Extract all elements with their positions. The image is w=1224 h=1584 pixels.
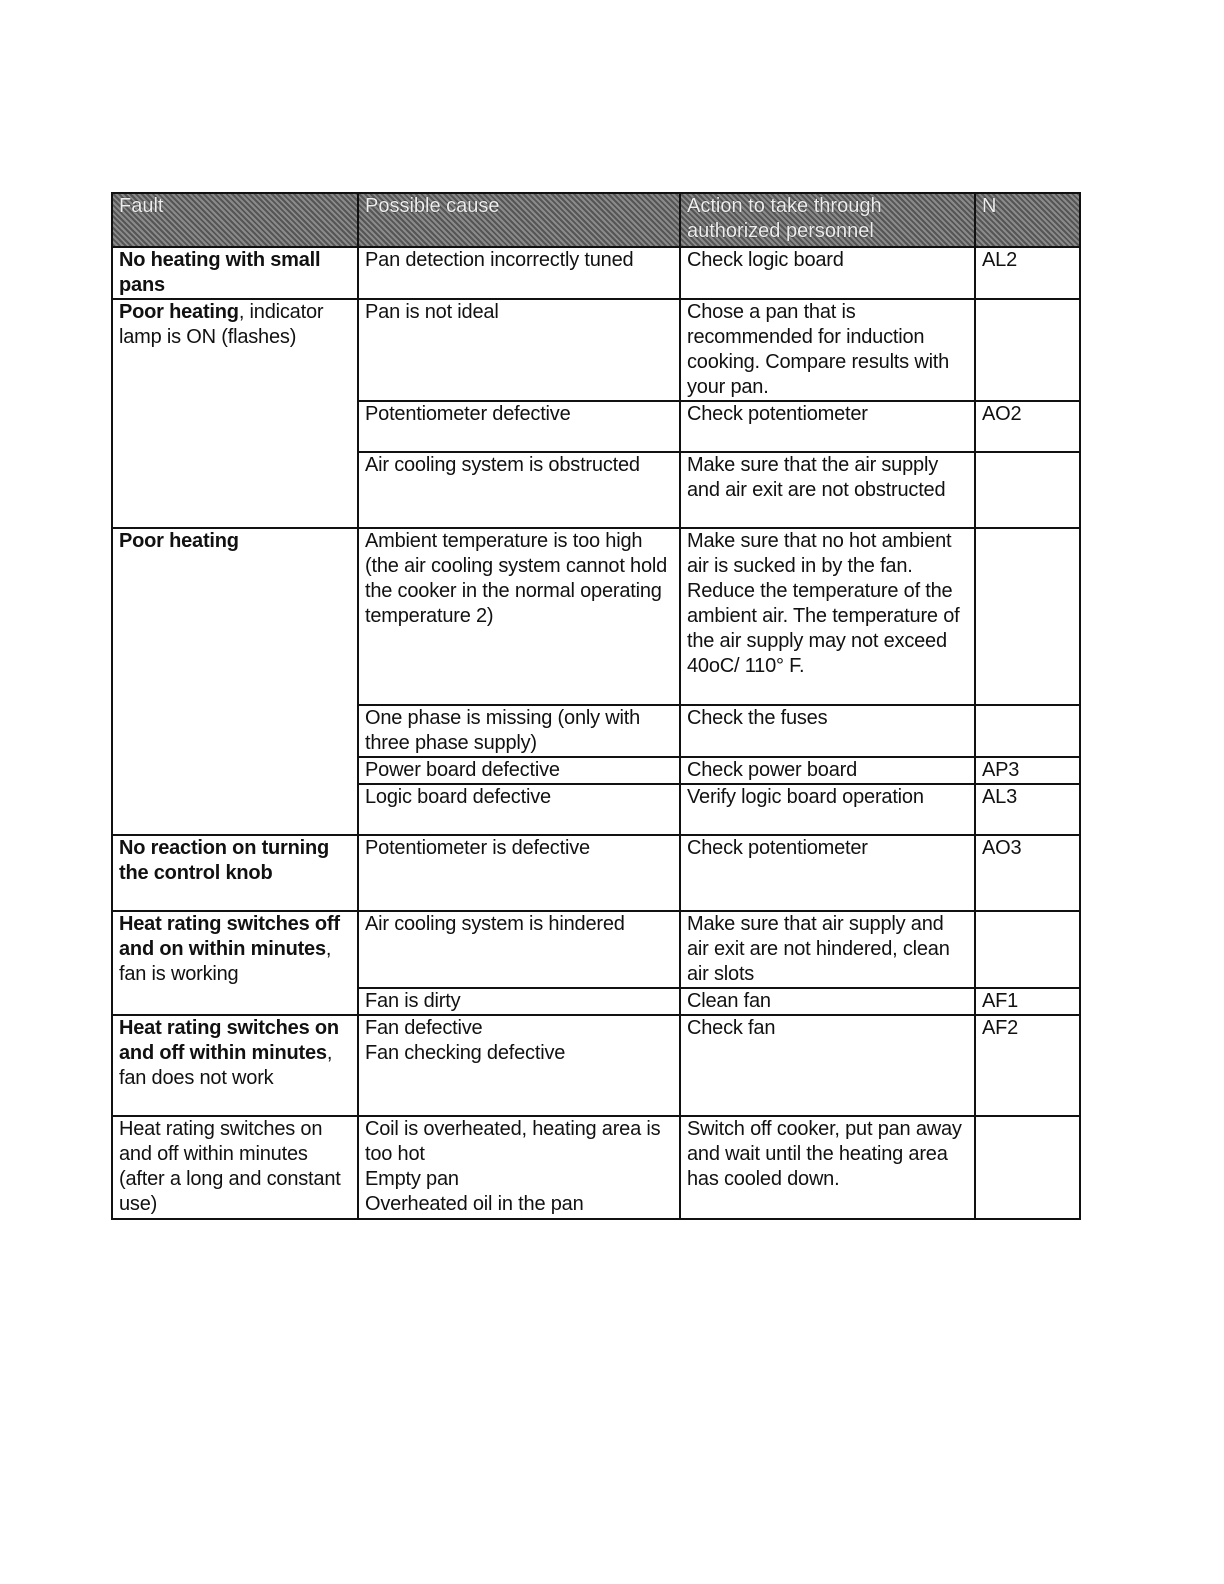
action-cell: Verify logic board operation	[680, 784, 975, 835]
action-cell: Check logic board	[680, 247, 975, 299]
action-cell: Chose a pan that is recommended for induction cooking. Compare results with your pan.	[680, 299, 975, 401]
action-cell: Clean fan	[680, 988, 975, 1015]
action-cell: Check potentiometer	[680, 401, 975, 452]
table-row	[112, 1116, 1080, 1219]
code-cell	[975, 911, 1080, 988]
fault-cell	[112, 1015, 358, 1116]
cause-cell: Fan is dirty	[358, 988, 680, 1015]
action-cell: Make sure that air supply and air exit are not hindered, clean air slots	[680, 911, 975, 988]
fault-bold-text: Heat rating switches on and off within minutes	[119, 1017, 339, 1064]
cause-cell: Fan defective Fan checking defective	[358, 1015, 680, 1116]
cause-cell: Pan detection incorrectly tuned	[358, 247, 680, 299]
code-cell: AL3	[975, 784, 1080, 835]
fault-bold-text: No heating with small pans	[119, 249, 321, 296]
header-number: N	[975, 193, 1080, 247]
action-cell: Switch off cooker, put pan away and wait until the heating area has cooled down.	[680, 1116, 975, 1219]
code-cell: AF1	[975, 988, 1080, 1015]
fault-text: , fan is working	[119, 938, 332, 985]
fault-bold-text: Heat rating switches off and on within minutes	[119, 913, 340, 960]
action-cell: Check the fuses	[680, 705, 975, 757]
code-cell: AP3	[975, 757, 1080, 784]
action-cell: Check power board	[680, 757, 975, 784]
table-row	[112, 911, 1080, 988]
action-cell: Check potentiometer	[680, 835, 975, 911]
header-row	[112, 193, 1080, 247]
table-row	[112, 299, 1080, 401]
action-cell: Make sure that no hot ambient air is sucked in by the fan. Reduce the temperature of the ambient air. The temperature of the air supply may not exceed 40oC/ 110° F.	[680, 528, 975, 705]
table-row	[112, 528, 1080, 705]
code-cell: AO3	[975, 835, 1080, 911]
fault-text: Heat rating switches on and off within minutes (after a long and constant use)	[119, 1118, 341, 1215]
table-row	[112, 247, 1080, 299]
action-cell: Make sure that the air supply and air exit are not obstructed	[680, 452, 975, 528]
cause-cell: Potentiometer is defective	[358, 835, 680, 911]
code-cell	[975, 299, 1080, 401]
fault-text: , indicator lamp is ON (flashes)	[119, 301, 324, 348]
header-possible-cause: Possible cause	[358, 193, 680, 247]
fault-cell	[112, 1116, 358, 1219]
table-row	[112, 1015, 1080, 1116]
cause-cell: Air cooling system is obstructed	[358, 452, 680, 528]
fault-cell	[112, 247, 358, 299]
fault-text: , fan does not work	[119, 1042, 333, 1089]
troubleshooting-table	[111, 192, 1081, 1220]
header-action: Action to take through authorized personnel	[680, 193, 975, 247]
fault-bold-text: No reaction on turning the control knob	[119, 837, 330, 884]
cause-cell: Power board defective	[358, 757, 680, 784]
header-fault: Fault	[112, 193, 358, 247]
table-row	[112, 835, 1080, 911]
cause-cell: Pan is not ideal	[358, 299, 680, 401]
fault-bold-text: Poor heating	[119, 301, 239, 323]
code-cell	[975, 1116, 1080, 1219]
fault-cell	[112, 299, 358, 528]
code-cell	[975, 452, 1080, 528]
cause-cell: One phase is missing (only with three phase supply)	[358, 705, 680, 757]
fault-cell	[112, 911, 358, 1015]
code-cell: AL2	[975, 247, 1080, 299]
code-cell: AF2	[975, 1015, 1080, 1116]
cause-cell: Coil is overheated, heating area is too hot Empty pan Overheated oil in the pan	[358, 1116, 680, 1219]
fault-cell	[112, 835, 358, 911]
cause-cell: Potentiometer defective	[358, 401, 680, 452]
code-cell: AO2	[975, 401, 1080, 452]
cause-cell: Logic board defective	[358, 784, 680, 835]
code-cell	[975, 528, 1080, 705]
code-cell	[975, 705, 1080, 757]
fault-cell	[112, 528, 358, 835]
cause-cell: Air cooling system is hindered	[358, 911, 680, 988]
cause-cell: Ambient temperature is too high (the air cooling system cannot hold the cooker in the normal operating temperature 2)	[358, 528, 680, 705]
fault-bold-text: Poor heating	[119, 530, 239, 552]
action-cell: Check fan	[680, 1015, 975, 1116]
